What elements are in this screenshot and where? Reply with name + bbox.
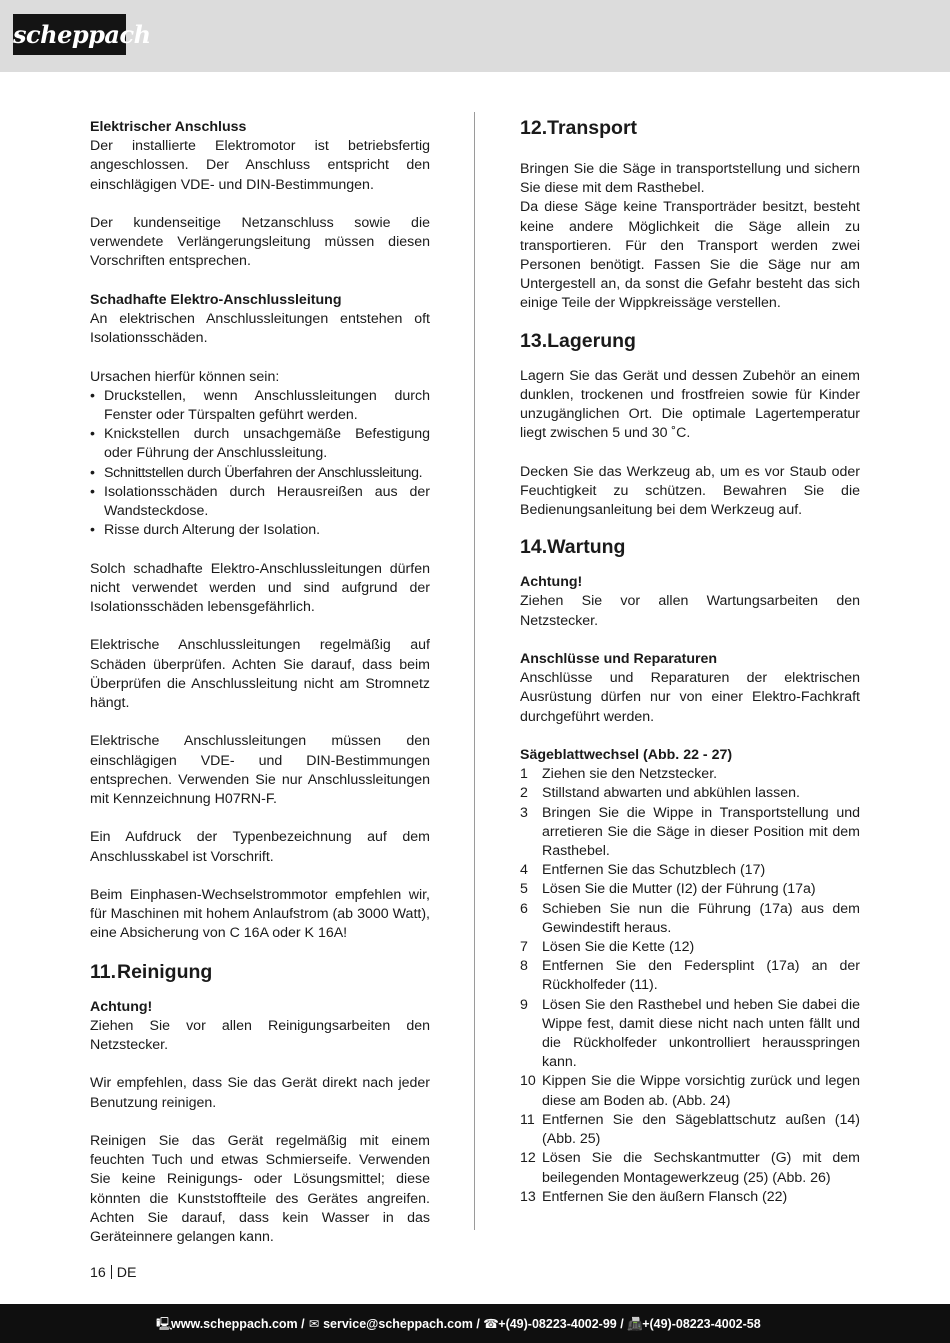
section-title: Wartung xyxy=(547,536,626,559)
section-title: Lagerung xyxy=(547,329,636,352)
paragraph: Elektrische Anschlussleitungen regelmäßig auf Schäden überprüfen. Achten Sie darauf, dass beim Überprüfen die Anschlussleitung nicht am Stromnetz hängt. xyxy=(90,637,430,712)
list-item xyxy=(520,880,860,899)
heading-elektrischer-anschluss: Elektrischer Anschluss xyxy=(90,119,247,135)
section-title: Transport xyxy=(547,117,638,139)
paragraph: Decken Sie das Werkzeug ab, um es vor Staub oder Feuchtigkeit zu schützen. Bewahren Sie die Bedienungsanleitung bei dem Werkzeug auf. xyxy=(520,463,860,519)
section-number: 11. xyxy=(90,960,117,983)
footer-fax: +(49)-08223-4002-58 xyxy=(642,1317,761,1331)
page-number xyxy=(90,1264,137,1283)
step-text: Kippen Sie die Wippe vorsichtig zurück und legen diese am Boden ab. (Abb. 24) xyxy=(542,1073,860,1109)
list-item xyxy=(520,957,860,995)
section-14-heading xyxy=(520,535,860,559)
step-number: 6 xyxy=(520,900,528,917)
page-number-value: 16 xyxy=(90,1265,106,1281)
paragraph: Da diese Säge keine Transporträder besitzt, besteht keine andere Möglichkeit die Säge allein zu transportieren. Für den Transport werden zwei Personen benötigt. Fassen Sie die Säge nur am Untergestell an, da sonst die Gefahr besteht das sich einige Teile der Wippkreissäge verstellen. xyxy=(520,199,860,312)
list-item xyxy=(520,1111,860,1149)
list-item xyxy=(520,1072,860,1110)
footer-email[interactable]: service@scheppach.com xyxy=(323,1317,473,1331)
step-number: 13 xyxy=(520,1188,536,1205)
step-number: 2 xyxy=(520,785,528,802)
section-number: 14. xyxy=(520,536,548,559)
step-number: 9 xyxy=(520,996,528,1013)
step-number: 5 xyxy=(520,881,528,898)
list-item xyxy=(520,996,860,1073)
paragraph: Ziehen Sie vor allen Wartungsarbeiten den Netzstecker. xyxy=(520,593,860,629)
section-title: Reinigung xyxy=(117,960,213,983)
list-item: • Risse durch Alterung der Isolation. xyxy=(90,521,430,540)
step-text: Entfernen Sie den Federsplint (17a) an der Rückholfeder (11). xyxy=(542,958,860,994)
footer-separator: / xyxy=(616,1317,628,1331)
step-number: 11 xyxy=(520,1111,535,1128)
paragraph: Elektrische Anschlussleitungen müssen den einschlägigen VDE- und DIN-Bestimmungen entsprechen. Verwenden Sie nur Anschlussleitungen mit Kennzeichnung H07RN-F. xyxy=(90,733,430,808)
computer-icon: 🖳 xyxy=(156,1317,173,1331)
step-text: Lösen Sie die Sechskantmutter (G) mit dem beilegenden Montagewerkzeug (25) (Abb. 26) xyxy=(542,1150,860,1186)
section-11-heading xyxy=(90,960,430,984)
list-item: • Druckstellen, wenn Anschlussleitungen durch Fenster oder Türspalten geführt werden. xyxy=(90,387,430,425)
section-13-heading xyxy=(520,329,860,353)
list-item xyxy=(520,804,860,862)
step-text: Lösen Sie die Kette (12) xyxy=(542,939,695,956)
step-number: 1 xyxy=(520,766,528,783)
footer-separator: / xyxy=(297,1317,309,1331)
step-text: Schieben Sie nun die Führung (17a) aus dem Gewindestift heraus. xyxy=(542,900,860,936)
list-item xyxy=(520,861,860,880)
step-text: Entfernen Sie das Schutzblech (17) xyxy=(542,862,766,879)
heading-saegeblattwechsel: Sägeblattwechsel (Abb. 22 - 27) xyxy=(520,747,733,764)
step-text: Lösen Sie die Mutter (I2) der Führung (17a) xyxy=(542,881,816,898)
section-12-heading xyxy=(520,116,860,140)
paragraph: Reinigen Sie das Gerät regelmäßig mit einem feuchten Tuch und etwas Schmierseife. Verwenden Sie keine Reinigungs- oder Lösungsmittel; diese könnten die Kunststoffteile des Gerätes angreifen. Achten Sie darauf, dass kein Wasser in das Geräteinnere gelangen kann. xyxy=(90,1133,430,1246)
step-number: 7 xyxy=(520,939,528,956)
header-band xyxy=(0,0,950,72)
fax-icon: 📠 xyxy=(627,1317,643,1331)
paragraph: Beim Einphasen-Wechselstrommotor empfehlen wir, für Maschinen mit hohem Anlaufstrom (ab 3000 Watt), eine Absicherung von C 16A oder K 16A! xyxy=(90,887,430,942)
list-item xyxy=(520,1149,860,1187)
list-item xyxy=(520,1188,860,1207)
paragraph: An elektrischen Anschlussleitungen entstehen oft Isolationsschäden. xyxy=(90,311,430,347)
step-number: 8 xyxy=(520,958,528,975)
step-text: Entfernen Sie den Sägeblattschutz außen (14) (Abb. 25) xyxy=(542,1111,860,1148)
page-language: DE xyxy=(116,1265,137,1281)
list-item xyxy=(520,938,860,957)
paragraph: Ursachen hierfür können sein: xyxy=(90,368,280,385)
footer-bar xyxy=(0,1304,950,1343)
step-text: Lösen Sie den Rasthebel und heben Sie dabei die Wippe fest, damit diese nicht nach unten fällt und die Rückholfeder unkontrolliert herausspringen kann. xyxy=(542,996,860,1071)
step-text: Stillstand abwarten und abkühlen lassen. xyxy=(542,785,800,802)
paragraph: Solch schadhafte Elektro-Anschlussleitungen dürfen nicht verwendet werden und sind aufgrund der Isolationsschäden lebensgefährlich. xyxy=(90,560,430,616)
right-column xyxy=(520,116,860,1207)
step-text: Entfernen Sie den äußern Flansch (22) xyxy=(542,1188,788,1205)
step-number: 12 xyxy=(520,1150,536,1167)
list-item: • Schnittstellen durch Überfahren der Anschlussleitung. xyxy=(90,464,430,483)
paragraph: Anschlüsse und Reparaturen der elektrischen Ausrüstung dürfen nur von einer Elektro-Fachkraft durchgeführt werden. xyxy=(520,670,860,725)
paragraph: Ziehen Sie vor allen Reinigungsarbeiten den Netzstecker. xyxy=(90,1017,430,1054)
step-text: Ziehen sie den Netzstecker. xyxy=(542,766,718,783)
paragraph: Ein Aufdruck der Typenbezeichnung auf dem Anschlusskabel ist Vorschrift. xyxy=(90,829,430,865)
column-divider xyxy=(474,112,475,1230)
heading-anschluesse: Anschlüsse und Reparaturen xyxy=(520,651,718,668)
heading-schadhafte-leitung: Schadhafte Elektro-Anschlussleitung xyxy=(90,291,342,308)
achtung-label: Achtung! xyxy=(90,998,153,1015)
paragraph: Wir empfehlen, dass Sie das Gerät direkt nach jeder Benutzung reinigen. xyxy=(90,1075,430,1111)
mail-icon: ✉ xyxy=(308,1317,320,1331)
scheppach-logo: scheppach xyxy=(13,14,126,55)
causes-list xyxy=(90,387,430,541)
list-item xyxy=(520,784,860,803)
footer-website[interactable]: www.scheppach.com xyxy=(171,1317,298,1331)
paragraph: Der kundenseitige Netzanschluss sowie die verwendete Verlängerungsleitung müssen diesen Vorschriften entsprechen. xyxy=(90,215,430,270)
paragraph: Der installierte Elektromotor ist betriebsfertig angeschlossen. Der Anschluss entspricht den einschlägigen VDE- und DIN-Bestimmungen. xyxy=(90,138,430,193)
step-number: 10 xyxy=(520,1073,536,1090)
phone-icon: ☎ xyxy=(483,1317,499,1331)
footer-phone[interactable]: +(49)-08223-4002-99 xyxy=(498,1317,617,1331)
left-column xyxy=(90,118,430,1247)
section-number: 12. xyxy=(520,117,548,139)
list-item xyxy=(520,765,860,784)
step-text: Bringen Sie die Wippe in Transportstellung und arretieren Sie die Säge in dieser Position mit dem Rasthebel. xyxy=(542,804,860,860)
achtung-label: Achtung! xyxy=(520,574,583,591)
list-item: • Knickstellen durch unsachgemäße Befestigung oder Führung der Anschlussleitung. xyxy=(90,425,430,463)
list-item: • Isolationsschäden durch Herausreißen aus der Wandsteckdose. xyxy=(90,483,430,521)
step-number: 4 xyxy=(520,862,528,879)
step-number: 3 xyxy=(520,804,528,821)
paragraph: Bringen Sie die Säge in transportstellung und sichern Sie diese mit dem Rasthebel. xyxy=(520,161,860,197)
section-number: 13. xyxy=(520,329,548,352)
footer-separator: / xyxy=(472,1317,484,1331)
steps-list xyxy=(520,765,860,1207)
paragraph: Lagern Sie das Gerät und dessen Zubehör an einem dunklen, trockenen und frostfreien sowie für Kinder unzugänglichen Ort. Die optimale Lagertemperatur liegt zwischen 5 und 30 ˚C. xyxy=(520,367,860,442)
list-item xyxy=(520,900,860,938)
